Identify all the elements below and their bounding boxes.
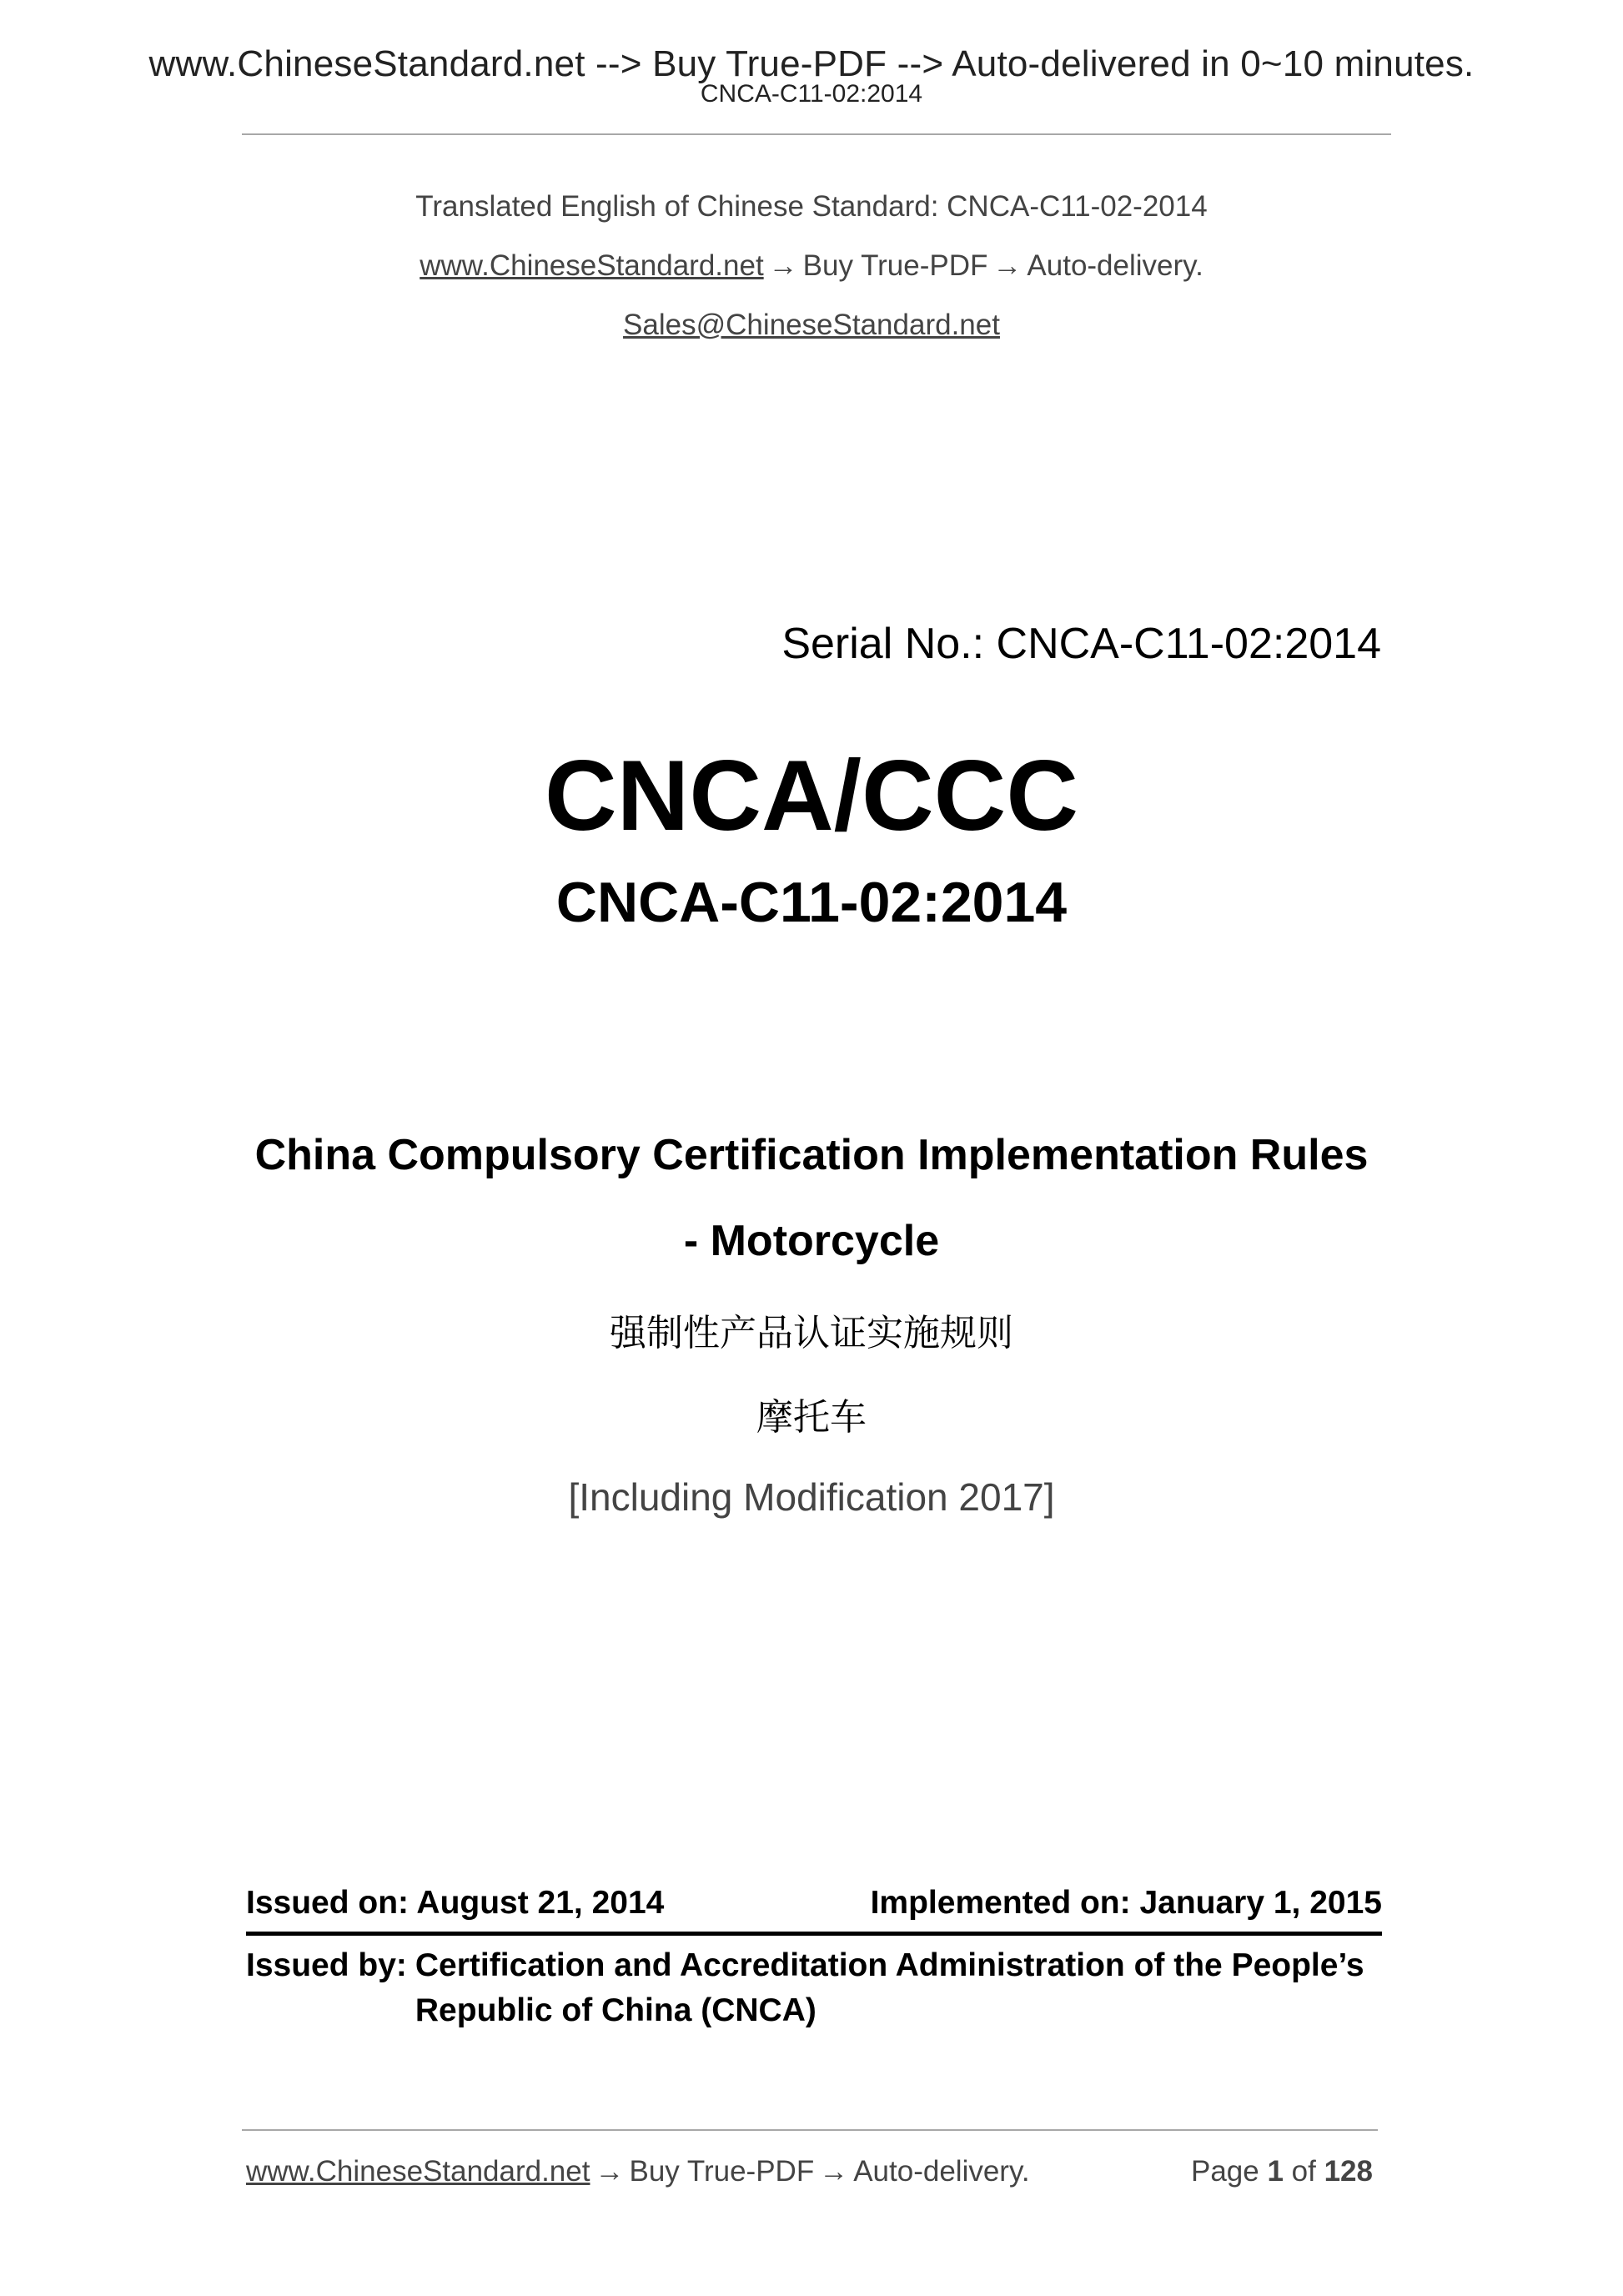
chinese-title-line1: 强制性产品认证实施规则	[610, 1312, 1013, 1354]
issued-on: Issued on: August 21, 2014	[246, 1885, 665, 1921]
footer-links	[246, 2155, 1030, 2188]
site-link[interactable]: www.ChineseStandard.net	[420, 249, 764, 282]
arrow-right-icon: →	[595, 2155, 625, 2188]
issue-divider	[246, 1932, 1382, 1936]
implemented-on: Implemented on: January 1, 2015	[870, 1885, 1382, 1921]
translation-links	[0, 249, 1623, 283]
footer-delivery-text: Auto-delivery.	[853, 2155, 1030, 2188]
cover-title: CNCA/CCC	[545, 740, 1078, 852]
modification-note: [Including Modification 2017]	[568, 1475, 1055, 1519]
chinese-title-line2: 摩托车	[756, 1396, 867, 1439]
issue-dates	[246, 1885, 1382, 1922]
translation-notice: Translated English of Chinese Standard: CNCA-C11-02-2014	[415, 190, 1208, 223]
delivery-text: Auto-delivery.	[1027, 249, 1203, 282]
serial-number: Serial No.: CNCA-C11-02:2014	[781, 620, 1381, 668]
header-divider	[242, 133, 1391, 135]
email-row	[0, 309, 1623, 342]
issued-by-value: Certification and Accreditation Administration of the People’s Republic of China (CNCA)	[415, 1947, 1364, 2028]
buy-text: Buy True-PDF	[802, 249, 988, 282]
footer-buy-text: Buy True-PDF	[629, 2155, 815, 2188]
footer-site-link[interactable]: www.ChineseStandard.net	[246, 2155, 590, 2188]
arrow-right-icon: →	[768, 249, 798, 282]
arrow-right-icon: →	[819, 2155, 849, 2188]
page-total: 128	[1324, 2155, 1373, 2188]
issued-by	[246, 1943, 1382, 2033]
page-of: of	[1291, 2155, 1316, 2188]
top-banner: www.ChineseStandard.net --> Buy True-PDF --> Auto-delivered in 0~10 minutes.	[148, 43, 1475, 84]
cover-code: CNCA-C11-02:2014	[555, 871, 1068, 934]
page-current: 1	[1267, 2155, 1284, 2188]
arrow-right-icon: →	[992, 249, 1023, 282]
issued-by-label: Issued by:	[246, 1947, 407, 1983]
page-label: Page	[1190, 2155, 1259, 2188]
footer-divider	[242, 2129, 1378, 2131]
header-doc-code: CNCA-C11-02:2014	[700, 80, 923, 108]
english-title-line2: - Motorcycle	[683, 1217, 940, 1265]
email-link[interactable]: Sales@ChineseStandard.net	[623, 309, 1000, 341]
english-title-line1: China Compulsory Certification Implementation Rules	[254, 1131, 1369, 1179]
page-indicator	[1191, 2155, 1373, 2188]
